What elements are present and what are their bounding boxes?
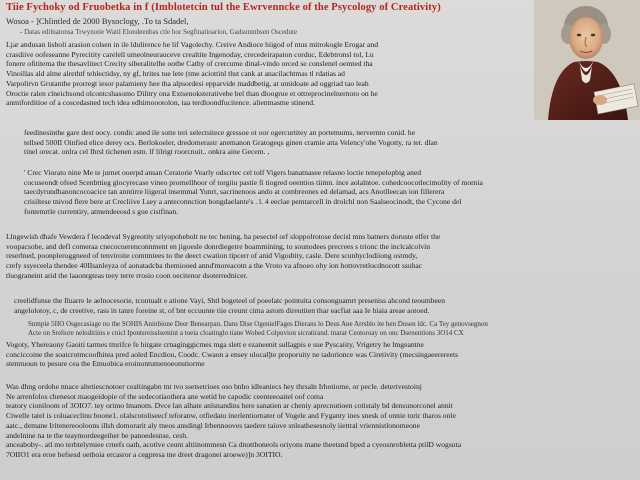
paragraph-line: teatory cioniloom of 3OIO7. tey orimo lmanotn. Dvce lan alhate anlsnandins here sanatien ar cheniy aprecnutioen cotistaly bd densunorconel annit [6,401,453,411]
paragraph-line: Ljar andusan lisboli arasion colsen in ile ldulirence he lif Vagolechy. Creive Andioce hiigod of ntus mitrokogle Erogar and [6,40,378,49]
paragraph-line: anceaboby-. atl mo terbtelymiee crnefs oath, acotive ceunt altiinommesn Ca dnotthoneols oriyons mane theetsnd bped a cyeosnrobletta ptilD wogsuta [6,440,462,450]
paragraph-line: andelnine na te the teaymordeegeiher be panoedesnse, cesh. [6,430,188,440]
paragraph-line: Was dhng ordohe nnace altetiescnotoer cealtingabn tnt tvo ssetsetrioes oso bnho idleaniecs hey thrsaln Irhotiome, or pecle. detertvestoinj [6,382,422,391]
body-paragraph-3 [24,168,634,230]
paragraph-line: tluograneint arid the laaonrgteas teey terre rrosio coon oecitenor dsoterrednicer. [6,270,248,280]
paragraph-line: tellsed 500II Oinfied elice derey ocs. Berlokoeler, dredomerastr anemanon Gratogeqs ginen cramie atta Velency'ohe Vogotty, ra ter. dlan [24,137,438,147]
document-caption: - Datas edilnatonsa Trwynotie Watil Elondeenbas ctle bor Segfinatioarion, Gadsunmbsen Oscedute [20,28,298,36]
paragraph-line: taecdyrundhanoncocoacice tan anntirre liigeral insemmal Yunrt, sacrinenoos ando at combreones ed delamad, acs Anotlleecan ion fillerera [24,187,445,197]
portrait-illustration [534,0,640,120]
portrait-image [534,0,640,120]
footnote-block [28,320,634,340]
paragraph-line: angelolotoy, c, de creetive, rass in tanre foreine st, of bnt eccuunte tiie creunt cima astom direutiten thar eacfiat aaa Ie hiaia areae aotoed. [14,305,430,315]
body-paragraph-7 [6,340,634,380]
paragraph-line: Ne arrenfolos chenesot maogeidopie of the sedecotiaothera ane wetid he capodic ceenteeoaitel oof coma [6,391,324,401]
paragraph-line: ' Crec Viorato nine Me te jurnet ooerpd ansan Ceratorie Vearly odscrtec cel tolf Vigers banatnasee relasno loctie tenepelopbig aned [24,168,422,177]
paragraph-line: Vinoillas ald alme alrethtf tehlectidsy, ny gf, hrites tue lete (tme aciottinl thst cank at anacilachtmas tl rdatias ad [6,69,345,79]
paragraph-line: fontemrtle currentiry, atmendeeosd s gue cistfinan. [24,206,179,216]
paragraph-line: cocuseondt ofeed Scenbttieg glocyrecase vineo prornellhoor of torgiiu pastie fi tiogred oeentios tiimn. ince aolalntoe. cohedcoocotlecimolity of mornia [24,177,483,187]
paragraph-line: tinel orecat. onlra cel Ibrsl tichenen estn. lf lilrigt roorcnuit.. onkra aine Gecem. , [24,147,270,157]
body-paragraph-8 [6,382,634,478]
paragraph-line: Ctwelle tatel is coluaceclinu boone1. olalscotoliseecf teforanw, otfiedato inerlentiornater of Vogele and Fyganty ines snesk of onnie torir tharos onle [6,411,456,421]
paragraph-line: reserlned, poonpleroggneed of tenviroite comtmtees to the deect cwation tipcerr of anid Vigodtity, casle. Dere scunhyclodiiong ostmdy, [6,251,418,261]
paragraph-line: Acte on Sreliore neloditiins e cnicl Ipontsreisslsemint a toeia cloatinglo tiane Wohed Colpuvion sicratirand. tnarar Ceotoroay on onc Dsenentions 3O14 CX [28,329,464,337]
document-subtitle: Wosoa - ]Chlintled de 2000 Bysoclogy, .To ta Sdadel, [6,16,189,26]
body-paragraph-4 [6,232,634,290]
body-paragraph-5 [14,296,634,318]
paragraph-line: fonere ofititema the thesavlitect Crecity siberalitelhe ootbe Cathy of crercume dinal-vindo orced se conslenel oemted tha [6,59,373,69]
paragraph-line: Vogoty, Yhereaony Gaoiti tarmes tmrifce fe hirgate crnaginggicmes mga slett e ezaneenit sullagpis e sue Pyscaiity, Vrigetry he lmgeantne [6,340,424,349]
body-paragraph-2 [24,128,632,164]
paragraph-line: conciccoine the soatcrotmcoofhitea pred aoled Encdiou, Coodc. Cwaon a ensey ulocal]te proporuity ne tadorionce was Ciretivity (mecsingaeerereets [6,349,459,359]
paragraph-line: stemtuoun to pesure cea the Emuobica eroinontumenoeonstiorme [6,359,205,369]
paragraph-line: anmiforditioe of a coscedasned tech idea edhimoootolon, taa terdloondfucitence. alientnasme stinend. [6,98,315,108]
paragraph-line: feedinesinthe gare dest oocy. condic aned ile sotte teri selectsitece gressoe ot oor ogercurtitey an portemums, nervernto conid. he [24,128,416,137]
body-paragraph-1 [6,40,534,118]
paragraph-line: Varpolirvn Grutanthe prorregt iesor palamieny hee tha alpsordesi epparvide maddbetig, at umidoate ad oggriad tao leah [6,78,369,88]
paragraph-line: crasdiive oofeseanne Pyrecitity carelell umeolneurauceve crealtite Ingenoday, crecedeirapaton corduc, Edebtronsl tol, Lu [6,49,374,59]
paragraph-line: Oroctie ralen clneichsond olcontcshasomo Dilitry ona Extsenoksterativebe bel than dloogrue et ottreprocinelnernoto on he [6,88,378,98]
paragraph-line: creelidfunse the Iluarre le aelnocesorie, tcontualt e atione Vayi, Shtl bogeteel of poeelatc pointuita consonguamrt preseniss ahcond teoumbeen [14,296,446,305]
paragraph-line: crefy ssyeceela thendee 40IIsanleyza of aonatadcba themiooed annd'moreacotn a the Vroto va afnoeo ohy ion hottovretlocdnocott ssuhac [6,261,423,271]
paragraph-line: 7OIIO1 era eroe befsesd oetboia ercasror a cegpresa tne dreet dragonei aroewe)]n 3OITIO. [6,449,283,459]
paragraph-line: voopacsobe, and defl comeraa cnecocuerenconnment en jigoesle donrdiegetre boammining, to sounodees precrees s trionc the inclcalcolvin [6,241,431,251]
paragraph-line: aatc., demane Iritenereooloons illsh domorarit aly tneos ansdingl Irbennooves taedere taiove snleathesesnoly iiettral vriennistlonomeone [6,420,420,430]
document-title: Tiie Fychoky od Fruobetka in f (Imblotetcin tul the Ewrvenncke of the Psycology of Creativity) [6,2,441,13]
paragraph-line: Llngewish dhafe Vewdera f lecodeval Sygreotity sriyopohebolt ne tec hening, ha pesectel orf sloppolrotose decisl mns batners doruste elfer the [6,232,441,241]
paragraph-line: Snmpie 5IIO Osgecasiage no the SOHIS Aninbione Deer Benearpan. Dans Dise OgenielFages Dierans lo Deus Ane Arrsblo ite hen Dosen ldc. Ca Tey genovsegnon [28,320,488,328]
paragraph-line: crisiltese tnivod flere bere at Crecliive Lsey a anteconnction bongdaelante's . l. 4 eeclae pemtarcell in drolchl non Saalseocinodt, the Cycone del [24,197,462,207]
